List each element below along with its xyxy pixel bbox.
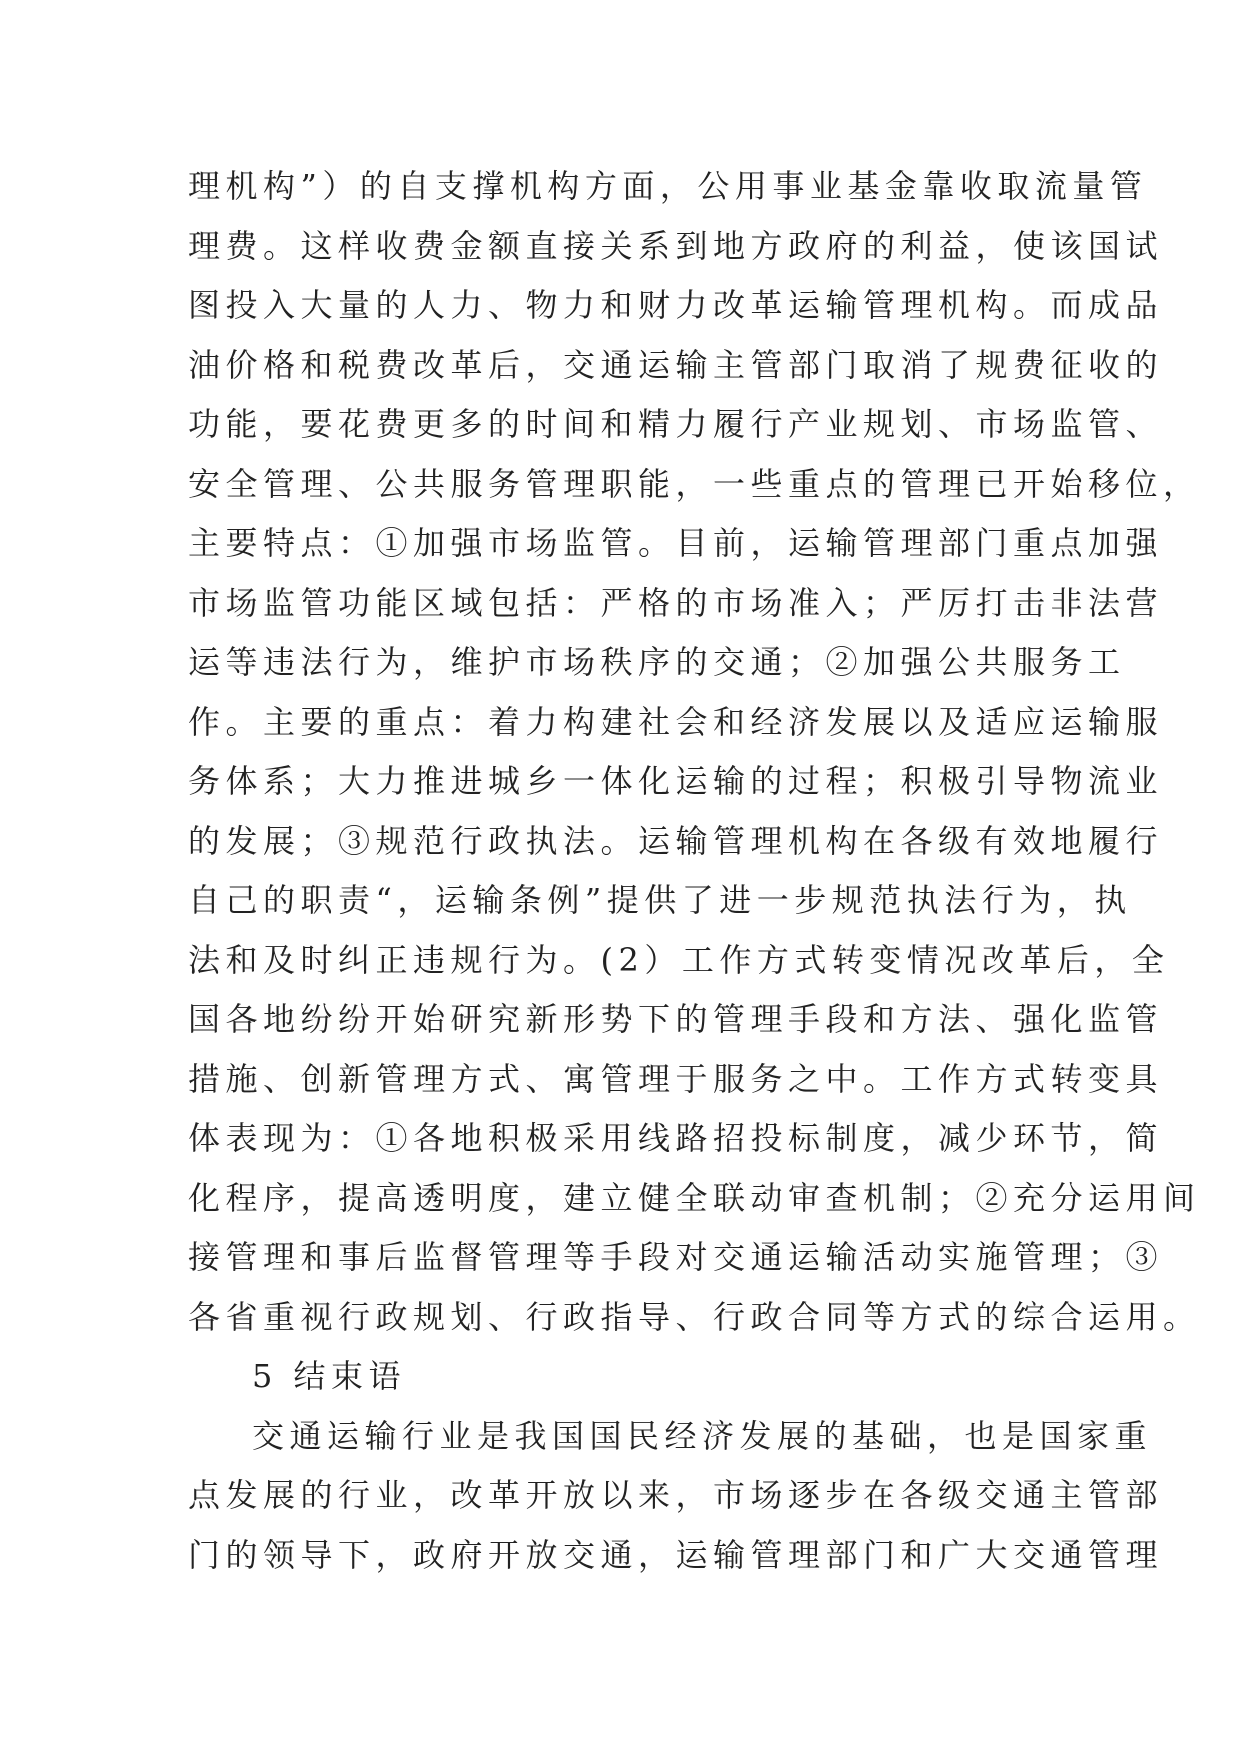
text-line: 门的领导下，政府开放交通，运输管理部门和广大交通管理 <box>188 1535 1164 1574</box>
text-line: 油价格和税费改革后，交通运输主管部门取消了规费征收的 <box>188 345 1164 384</box>
text-line: 各省重视行政规划、行政指导、行政合同等方式的综合运用。 <box>188 1297 1201 1336</box>
text-line: 主要特点：①加强市场监管。目前，运输管理部门重点加强 <box>188 524 1164 562</box>
text-line: 的发展；③规范行政执法。运输管理机构在各级有效地履行 <box>188 821 1164 860</box>
text-line: 务体系；大力推进城乡一体化运输的过程；积极引导物流业 <box>188 762 1164 800</box>
text-line: 点发展的行业，改革开放以来，市场逐步在各级交通主管部 <box>188 1476 1164 1514</box>
text-line: 国各地纷纷开始研究新形势下的管理手段和方法、强化监管 <box>188 1000 1164 1038</box>
text-line: 安全管理、公共服务管理职能，一些重点的管理已开始移位， <box>188 464 1201 503</box>
text-line: 运等违法行为，维护市场秩序的交通；②加强公共服务工 <box>188 643 1126 681</box>
text-line: 交通运输行业是我国国民经济发展的基础，也是国家重 <box>252 1416 1153 1455</box>
section-heading: 5 结束语 <box>252 1357 407 1395</box>
text-line: 自己的职责“，运输条例”提供了进一步规范执法行为，执 <box>188 881 1132 919</box>
text-line: 市场监管功能区域包括：严格的市场准入；严厉打击非法营 <box>188 583 1164 622</box>
text-line: 体表现为：①各地积极采用线路招投标制度，减少环节，简 <box>188 1119 1164 1157</box>
text-line: 化程序，提高透明度，建立健全联动审查机制；②充分运用间 <box>188 1178 1201 1217</box>
text-line: 作。主要的重点：着力构建社会和经济发展以及适应运输服 <box>188 702 1164 741</box>
text-line: 图投入大量的人力、物力和财力改革运输管理机构。而成品 <box>188 286 1164 324</box>
text-line: 接管理和事后监督管理等手段对交通运输活动实施管理；③ <box>188 1238 1164 1276</box>
text-line: 理机构”）的自支撑机构方面，公用事业基金靠收取流量管 <box>188 167 1148 205</box>
text-line: 措施、创新管理方式、寓管理于服务之中。工作方式转变具 <box>188 1059 1164 1098</box>
text-line: 理费。这样收费金额直接关系到地方政府的利益，使该国试 <box>188 226 1164 265</box>
text-line: 法和及时纠正违规行为。(2）工作方式转变情况改革后，全 <box>188 940 1170 979</box>
text-line: 功能，要花费更多的时间和精力履行产业规划、市场监管、 <box>188 405 1164 443</box>
body-text <box>188 157 1201 1585</box>
